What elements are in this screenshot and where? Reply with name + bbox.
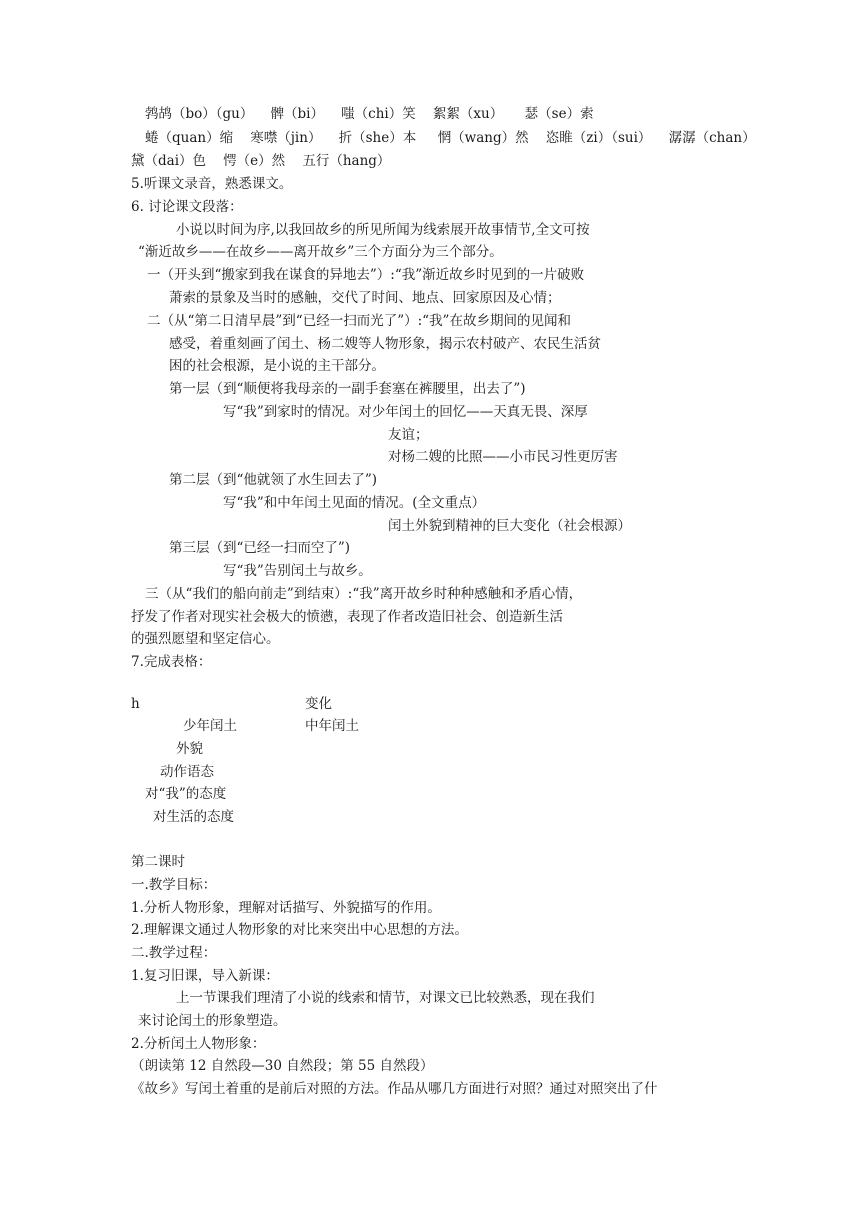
paragraph-line: 小说以时间为序,以我回故乡的所见所闻为线索展开故事情节,全文可按 xyxy=(176,222,590,238)
table-row-appearance: 外貌 xyxy=(176,741,203,757)
vocab-line-3: 黛（dai）色 愕（e）然 五行（hang） xyxy=(131,153,391,169)
part-three-line: 抒发了作者对现实社会极大的愤懑，表现了作者改造旧社会、创造新生活 xyxy=(131,609,563,625)
part-one-line: 一（开头到“搬家到我在谋食的异地去”）:“我”渐近故乡时见到的一片破败 xyxy=(147,267,585,283)
table-row-actions: 动作语态 xyxy=(160,764,214,780)
process-step-1: 1.复习旧课，导入新课： xyxy=(131,968,279,984)
process-paragraph: 《故乡》写闰土着重的是前后对照的方法。作品从哪几方面进行对照？通过对照突出了什 xyxy=(131,1081,658,1097)
process-paragraph: 上一节课我们理清了小说的线索和情节，对课文已比较熟悉，现在我们 xyxy=(176,990,595,1006)
step-6-heading: 6. 讨论课文段落： xyxy=(131,199,243,215)
table-header-adult-runtu: 中年闰土 xyxy=(305,718,359,734)
part-two-line: 二（从“第二日清早晨”到“已经一扫而光了”）:“我”在故乡期间的见闻和 xyxy=(147,313,571,329)
process-step-2: 2.分析闰土人物形象： xyxy=(131,1036,266,1052)
part-two-line: 困的社会根源，是小说的主干部分。 xyxy=(169,358,385,374)
vocab-line-1: 鹁鸪（bo）（gu） 髀（bi） 嗤（chi）笑 絮絮（xu） 瑟（se）索 xyxy=(145,106,594,122)
table-header-change: 变化 xyxy=(305,696,332,712)
step-7-heading: 7.完成表格： xyxy=(131,654,212,670)
part-three-line: 的强烈愿望和坚定信心。 xyxy=(131,631,280,647)
section-process-heading: 二.教学过程： xyxy=(131,945,217,961)
table-corner-label: h xyxy=(131,696,140,712)
vocab-line-2: 蜷（quan）缩 寒噤（jin） 折（she）本 惘（wang）然 恣睢（zi）（sui） 潺潺（chan） xyxy=(145,130,756,146)
part-one-line: 萧索的景象及当时的感触，交代了时间、地点、回家原因及心情； xyxy=(169,290,561,306)
layer-one-line: 对杨二嫂的比照——小市民习性更厉害 xyxy=(388,449,618,465)
layer-one-line: 写“我”到家时的情况。对少年闰土的回忆——天真无畏、深厚 xyxy=(223,404,588,420)
layer-three-heading: 第三层（到“已经一扫而空了”) xyxy=(169,540,351,556)
lesson-two-title: 第二课时 xyxy=(131,854,185,870)
part-three-line: 三（从“我们的船向前走”到结束）:“我”离开故乡时种种感触和矛盾心情， xyxy=(145,586,583,602)
section-goals-heading: 一.教学目标： xyxy=(131,877,217,893)
layer-three-line: 写“我”告别闰土与故乡。 xyxy=(223,563,372,579)
table-row-attitude-to-me: 对“我”的态度 xyxy=(145,786,227,802)
layer-one-heading: 第一层（到“顺便将我母亲的一副手套塞在裤腰里，出去了”) xyxy=(169,381,526,397)
paragraph-line: “渐近故乡——在故乡——离开故乡”三个方面分为三个部分。 xyxy=(138,244,503,260)
layer-two-heading: 第二层（到“他就领了水生回去了”) xyxy=(169,472,378,488)
step-5-heading: 5.听课文录音，熟悉课文。 xyxy=(131,176,293,192)
layer-two-line: 写“我”和中年闰土见面的情况。(全文重点） xyxy=(223,495,486,511)
process-note: （朗读第 12 自然段—30 自然段；第 55 自然段） xyxy=(131,1058,434,1074)
goal-item: 1.分析人物形象，理解对话描写、外貌描写的作用。 xyxy=(131,900,441,916)
table-row-attitude-to-life: 对生活的态度 xyxy=(153,809,234,825)
layer-one-line: 友谊； xyxy=(388,427,429,443)
part-two-line: 感受，着重刻画了闰土、杨二嫂等人物形象，揭示农村破产、农民生活贫 xyxy=(169,336,601,352)
goal-item: 2.理解课文通过人物形象的对比来突出中心思想的方法。 xyxy=(131,922,468,938)
process-paragraph: 来讨论闰土的形象塑造。 xyxy=(138,1013,287,1029)
table-header-young-runtu: 少年闰土 xyxy=(183,718,237,734)
layer-two-line: 闰土外貌到精神的巨大变化（社会根源） xyxy=(388,518,631,534)
